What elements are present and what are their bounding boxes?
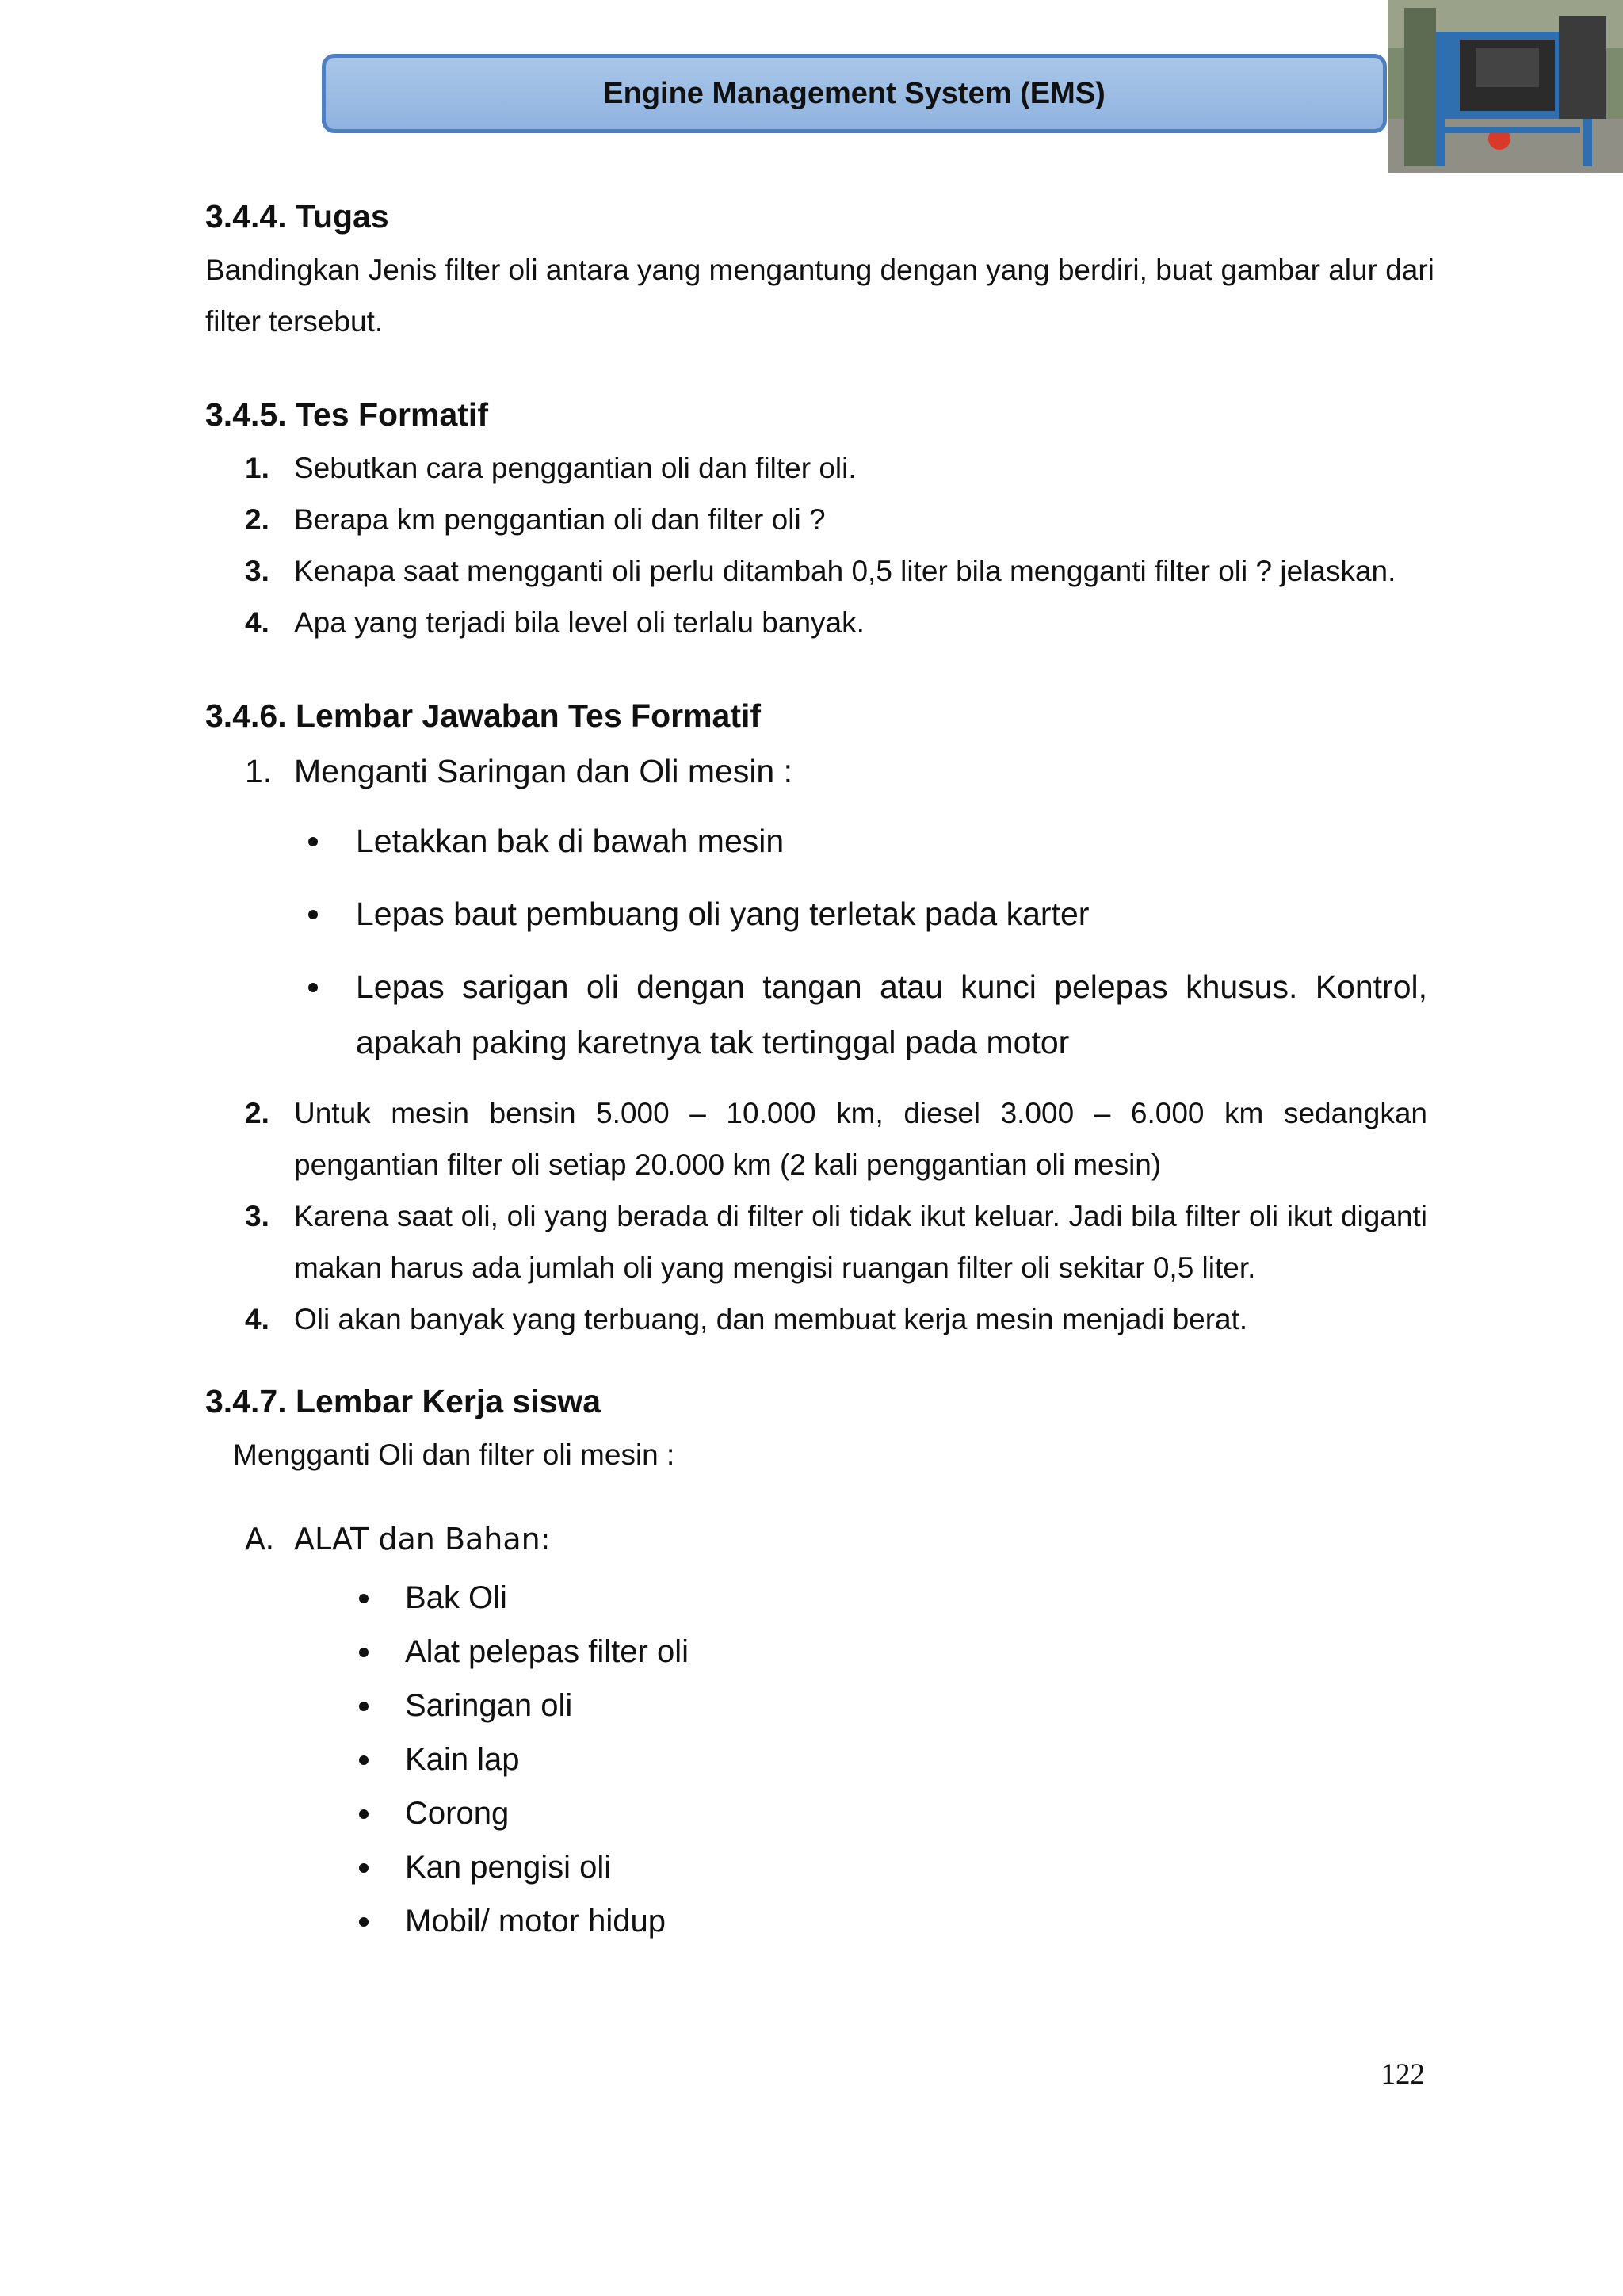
engine-trainer-photo: [1388, 0, 1623, 173]
alat-heading: A. ALAT dan Bahan:: [245, 1522, 551, 1557]
page-content: [205, 189, 1434, 1948]
header-banner: [322, 54, 1387, 133]
list-item: 1. Menganti Saringan dan Oli mesin :: [245, 753, 793, 789]
page-number: 122: [1381, 2058, 1425, 2091]
list-item: 4. Apa yang terjadi bila level oli terlalu banyak.: [245, 606, 865, 639]
list-item: 3. Karena saat oli, oli yang berada di filter oli tidak ikut keluar. Jadi bila filter oli ikut diganti makan harus ada jumlah oli yang mengisi ruangan filter oli sekitar 0,5 liter.: [245, 1200, 1427, 1284]
list-item: Saringan oli: [205, 1679, 1427, 1733]
section-heading-jawaban: 3.4.6. Lembar Jawaban Tes Formatif: [205, 697, 762, 734]
list-item: Kan pengisi oli: [205, 1840, 1427, 1894]
list-item: Bak Oli: [205, 1571, 1427, 1625]
list-item: Corong: [205, 1786, 1427, 1840]
bullet-item: Letakkan bak di bawah mesin: [205, 813, 1427, 869]
list-item: 4. Oli akan banyak yang terbuang, dan membuat kerja mesin menjadi berat.: [245, 1303, 1248, 1335]
bullet-item: Lepas sarigan oli dengan tangan atau kunci pelepas khusus. Kontrol, apakah paking karetnya tak tertinggal pada motor: [205, 959, 1427, 1070]
section-heading-tes-formatif: 3.4.5. Tes Formatif: [205, 396, 488, 433]
list-item: 2. Berapa km penggantian oli dan filter oli ?: [245, 503, 826, 536]
tes-formatif-list: [205, 442, 1427, 648]
jawaban-list: [205, 743, 1427, 799]
lembar-kerja-intro: Mengganti Oli dan filter oli mesin :: [233, 1438, 675, 1471]
header-title: Engine Management System (EMS): [603, 76, 1106, 110]
tugas-text: Bandingkan Jenis filter oli antara yang mengantung dengan yang berdiri, buat gambar alur dari filter tersebut.: [205, 254, 1434, 338]
list-item: 1. Sebutkan cara penggantian oli dan filter oli.: [245, 452, 857, 484]
list-item: Kain lap: [205, 1733, 1427, 1786]
jawaban-bullet-list: [205, 813, 1427, 1070]
bullet-item: Lepas baut pembuang oli yang terletak pada karter: [205, 886, 1427, 942]
list-item: Mobil/ motor hidup: [205, 1894, 1427, 1948]
alat-list: [205, 1571, 1427, 1948]
list-item: 3. Kenapa saat mengganti oli perlu ditambah 0,5 liter bila mengganti filter oli ? jelaskan.: [245, 555, 1396, 587]
list-item: Alat pelepas filter oli: [205, 1625, 1427, 1679]
list-item: 2. Untuk mesin bensin 5.000 – 10.000 km, diesel 3.000 – 6.000 km sedangkan pengantian filter oli setiap 20.000 km (2 kali penggantian oli mesin): [245, 1097, 1427, 1181]
section-heading-tugas: 3.4.4. Tugas: [205, 198, 389, 235]
section-heading-lembar-kerja: 3.4.7. Lembar Kerja siswa: [205, 1383, 601, 1419]
jawaban-list-continued: [205, 1087, 1427, 1345]
